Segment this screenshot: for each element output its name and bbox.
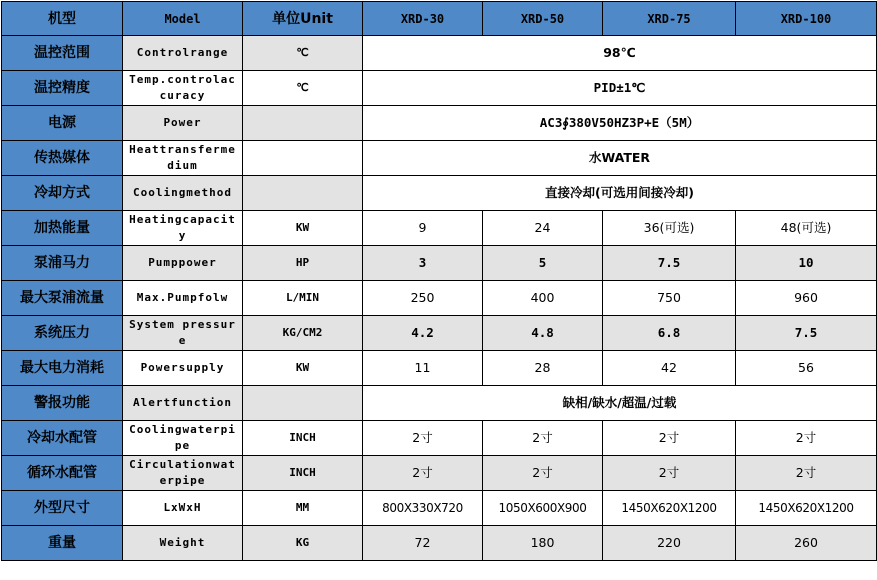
row-span-value: AC3∮380V50HZ3P+E（5M） — [363, 106, 877, 141]
row-label-cn: 循环水配管 — [2, 456, 123, 491]
row-value-2: 7.5 — [603, 246, 736, 281]
row-value-2: 1450X620X1200 — [603, 491, 736, 526]
row-label-en: Heattransfermedium — [123, 141, 243, 176]
row-unit — [243, 141, 363, 176]
spec-row — [2, 141, 877, 176]
spec-row — [2, 211, 877, 246]
row-label-cn: 传热媒体 — [2, 141, 123, 176]
row-value-0: 2寸 — [363, 421, 483, 456]
header-unit: 单位Unit — [243, 2, 363, 36]
spec-row — [2, 106, 877, 141]
row-unit: KW — [243, 351, 363, 386]
row-value-2: 750 — [603, 281, 736, 316]
spec-row — [2, 281, 877, 316]
row-unit: ℃ — [243, 36, 363, 71]
row-value-0: 2寸 — [363, 456, 483, 491]
row-value-2: 42 — [603, 351, 736, 386]
spec-row — [2, 36, 877, 71]
spec-row — [2, 246, 877, 281]
row-span-value: 缺相/缺水/超温/过载 — [363, 386, 877, 421]
row-value-2: 36(可选) — [603, 211, 736, 246]
row-label-en: Coolingmethod — [123, 176, 243, 211]
row-value-3: 260 — [736, 526, 877, 561]
spec-row — [2, 386, 877, 421]
row-label-cn: 最大电力消耗 — [2, 351, 123, 386]
header-model-en: Model — [123, 2, 243, 36]
row-label-en: Weight — [123, 526, 243, 561]
row-value-0: 72 — [363, 526, 483, 561]
row-label-cn: 系统压力 — [2, 316, 123, 351]
row-span-value: 水WATER — [363, 141, 877, 176]
spec-row — [2, 316, 877, 351]
row-unit: ℃ — [243, 71, 363, 106]
row-label-en: Temp.controlaccuracy — [123, 71, 243, 106]
row-value-0: 9 — [363, 211, 483, 246]
row-label-cn: 加热能量 — [2, 211, 123, 246]
row-unit: L/MIN — [243, 281, 363, 316]
spec-table — [1, 1, 877, 561]
row-value-2: 6.8 — [603, 316, 736, 351]
row-label-en: LxWxH — [123, 491, 243, 526]
spec-row — [2, 526, 877, 561]
spec-row — [2, 351, 877, 386]
row-unit: KG — [243, 526, 363, 561]
row-label-cn: 电源 — [2, 106, 123, 141]
row-label-en: Max.Pumpfolw — [123, 281, 243, 316]
row-value-3: 7.5 — [736, 316, 877, 351]
row-label-en: Circulationwaterpipe — [123, 456, 243, 491]
row-value-3: 2寸 — [736, 456, 877, 491]
row-unit: INCH — [243, 456, 363, 491]
row-label-cn: 温控精度 — [2, 71, 123, 106]
row-unit — [243, 386, 363, 421]
row-value-2: 2寸 — [603, 456, 736, 491]
row-label-cn: 警报功能 — [2, 386, 123, 421]
row-label-cn: 温控范围 — [2, 36, 123, 71]
spec-row — [2, 176, 877, 211]
row-label-en: Coolingwaterpipe — [123, 421, 243, 456]
header-row — [2, 2, 877, 36]
row-value-0: 3 — [363, 246, 483, 281]
row-value-3: 2寸 — [736, 421, 877, 456]
row-value-1: 2寸 — [483, 421, 603, 456]
row-unit: KG/CM2 — [243, 316, 363, 351]
header-model-xrd-100: XRD-100 — [736, 2, 877, 36]
row-label-en: Alertfunction — [123, 386, 243, 421]
row-unit: INCH — [243, 421, 363, 456]
row-label-en: Heatingcapacity — [123, 211, 243, 246]
row-value-0: 11 — [363, 351, 483, 386]
row-label-cn: 外型尺寸 — [2, 491, 123, 526]
row-value-2: 220 — [603, 526, 736, 561]
row-unit: MM — [243, 491, 363, 526]
row-label-cn: 重量 — [2, 526, 123, 561]
spec-row — [2, 456, 877, 491]
row-label-en: Controlrange — [123, 36, 243, 71]
row-unit: KW — [243, 211, 363, 246]
row-value-3: 56 — [736, 351, 877, 386]
row-value-3: 10 — [736, 246, 877, 281]
header-model-xrd-50: XRD-50 — [483, 2, 603, 36]
spec-row — [2, 421, 877, 456]
row-value-1: 180 — [483, 526, 603, 561]
row-label-en: Powersupply — [123, 351, 243, 386]
header-model-xrd-75: XRD-75 — [603, 2, 736, 36]
row-span-value: PID±1℃ — [363, 71, 877, 106]
row-label-cn: 最大泵浦流量 — [2, 281, 123, 316]
row-value-1: 2寸 — [483, 456, 603, 491]
row-value-1: 4.8 — [483, 316, 603, 351]
row-value-3: 48(可选) — [736, 211, 877, 246]
header-model-xrd-30: XRD-30 — [363, 2, 483, 36]
row-label-en: Power — [123, 106, 243, 141]
header-model-cn: 机型 — [2, 2, 123, 36]
row-unit — [243, 176, 363, 211]
row-label-cn: 泵浦马力 — [2, 246, 123, 281]
row-value-1: 400 — [483, 281, 603, 316]
row-value-0: 4.2 — [363, 316, 483, 351]
row-value-1: 28 — [483, 351, 603, 386]
row-value-0: 250 — [363, 281, 483, 316]
row-value-2: 2寸 — [603, 421, 736, 456]
row-span-value: 98℃ — [363, 36, 877, 71]
row-unit — [243, 106, 363, 141]
spec-row — [2, 71, 877, 106]
row-unit: HP — [243, 246, 363, 281]
row-value-1: 1050X600X900 — [483, 491, 603, 526]
row-label-en: System pressure — [123, 316, 243, 351]
row-value-3: 1450X620X1200 — [736, 491, 877, 526]
row-value-3: 960 — [736, 281, 877, 316]
row-label-en: Pumppower — [123, 246, 243, 281]
spec-row — [2, 491, 877, 526]
row-value-1: 24 — [483, 211, 603, 246]
row-label-cn: 冷却水配管 — [2, 421, 123, 456]
row-value-1: 5 — [483, 246, 603, 281]
row-span-value: 直接冷却(可选用间接冷却) — [363, 176, 877, 211]
row-label-cn: 冷却方式 — [2, 176, 123, 211]
row-value-0: 800X330X720 — [363, 491, 483, 526]
